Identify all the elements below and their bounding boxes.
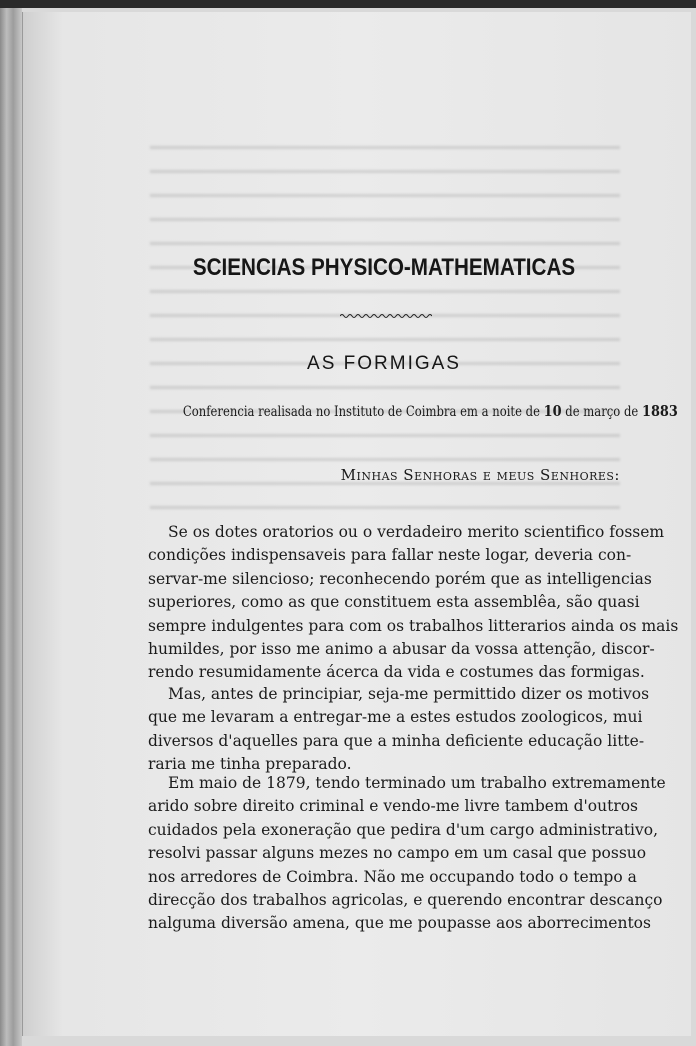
article-title: AS FORMIGAS	[307, 353, 461, 374]
paragraph-line: que me levaram a entregar-me a estes estudos zoologicos, mui	[148, 708, 643, 727]
paragraph-line: servar-me silencioso; reconhecendo porém que as intelligencias	[148, 569, 652, 588]
paragraph-line: Em maio de 1879, tendo terminado um trabalho extremamente	[168, 774, 666, 792]
subtitle	[182, 402, 678, 420]
paragraph-3	[148, 772, 666, 936]
paragraph-2	[148, 683, 650, 777]
paragraph-line: diversos d'aquelles para que a minha deficiente educação litte-	[148, 731, 645, 750]
wavy-rule-ornament	[340, 312, 432, 320]
paragraph-line: nalguma diversão amena, que me poupasse aos aborrecimentos	[148, 914, 651, 933]
paragraph-line: rendo resumidamente ácerca da vida e costumes das formigas.	[148, 663, 645, 682]
paragraph-line: sempre indulgentes para com os trabalhos litterarios ainda os mais	[148, 616, 679, 635]
paragraph-line: superiores, como as que constituem esta assemblêa, são quasi	[148, 593, 640, 612]
paragraph-line: Se os dotes oratorios ou o verdadeiro merito scientifico fossem	[168, 523, 665, 541]
paragraph-1	[148, 521, 679, 685]
subtitle-text-middle: de março de	[565, 404, 639, 420]
paragraph-line: humildes, por isso me animo a abusar da vossa attenção, discor-	[148, 640, 655, 659]
paragraph-line: condições indispensaveis para fallar neste logar, deveria con-	[148, 546, 632, 565]
paragraph-line: direcção dos trabalhos agricolas, e querendo encontrar descanço	[148, 891, 663, 910]
paragraph-line: raria me tinha preparado.	[148, 755, 352, 774]
paragraph-line: Mas, antes de principiar, seja-me permittido dizer os motivos	[168, 685, 650, 703]
paragraph-line: cuidados pela exoneração que pedira d'um cargo administrativo,	[148, 820, 659, 839]
greeting: Minhas Senhoras e meus Senhores:	[340, 466, 620, 484]
paragraph-line: resolvi passar alguns mezes no campo em um casal que possuo	[148, 844, 647, 863]
subtitle-year: 1883	[641, 402, 678, 420]
subtitle-day: 10	[543, 402, 562, 420]
page-edge	[0, 8, 22, 1046]
section-title: SCIENCIAS PHYSICO-MATHEMATICAS	[192, 254, 576, 281]
subtitle-text-before: Conferencia realisada no Instituto de Coimbra em a noite de	[182, 404, 540, 420]
paragraph-line: arido sobre direito criminal e vendo-me livre tambem d'outros	[148, 797, 639, 816]
paragraph-line: nos arredores de Coimbra. Não me occupando todo o tempo a	[148, 867, 637, 886]
